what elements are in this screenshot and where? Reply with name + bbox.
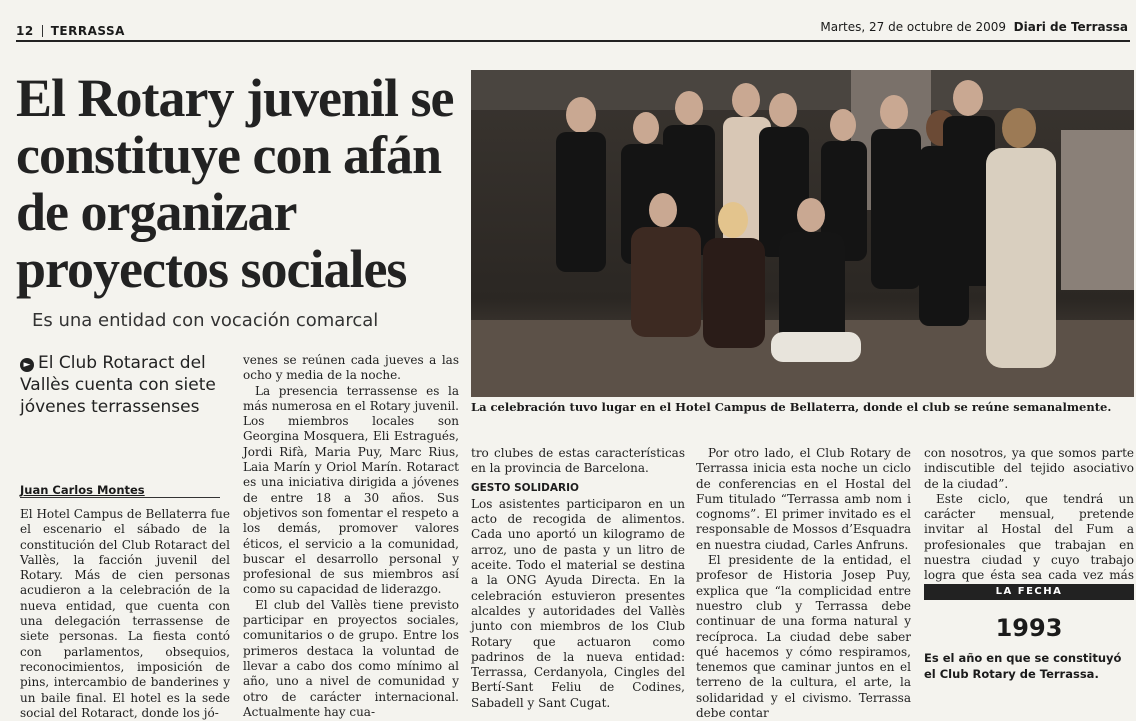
headline: El Rotary juvenil se constituye con afán de organizar proyectos sociales	[16, 68, 454, 299]
body-column-2	[243, 353, 459, 720]
group-photo	[471, 70, 1134, 397]
byline-rule	[20, 497, 220, 498]
issue-date: Martes, 27 de octubre de 2009	[820, 20, 1007, 34]
page-header-left	[16, 24, 125, 38]
header-separator	[42, 25, 43, 37]
article-summary	[20, 352, 220, 418]
fact-box-year: 1993	[995, 614, 1063, 642]
body-paragraph: Este ciclo, que tendrá un carácter mensual, pretende invitar al Hostal del Fum a profesionales que trabajan en nuestra ciudad y cuyo trabajo logra que ésta sea cada vez más	[924, 491, 1134, 583]
body-column-3	[471, 446, 685, 711]
body-paragraph: El Hotel Campus de Bellaterra fue el escenario el sábado de la constitución del Club Rotaract del Vallès, la facción juvenil del Rotary. Más de cien personas acudieron a la celebración de la nueva entidad, que cuenta con una delegación terrassense de siete personas. La fiesta contó con parlamentos, obsequios, reconocimientos, imposición de pins, intercambio de banderines y un baile final. El hotel es la sede social del Rotaract, donde los jó-	[20, 507, 230, 720]
author-byline: Juan Carlos Montes	[20, 483, 145, 497]
photo-caption: La celebración tuvo lugar en el Hotel Campus de Bellaterra, donde el club se reúne semanalmente.	[471, 400, 1112, 414]
body-paragraph: Los asistentes participaron en un acto de recogida de alimentos. Cada uno aportó un kilogramo de arroz, uno de pasta y un litro de aceite. Todo el material se destina a la ONG Ayuda Directa. En la celebración estuvieron presentes alcaldes y autoridades del Vallès junto con miembros de los Club Rotary que actuaron como padrinos de la nueva entidad: Terrassa, Cerdanyola, Cingles del Bertí-Sant Feliu de Codines, Sabadell y Sant Cugat.	[471, 496, 685, 710]
body-paragraph: Por otro lado, el Club Rotary de Terrassa inicia esta noche un ciclo de conferencias en el Hostal del Fum titulado “Terrassa amb nom i cognoms”. El primer invitado es el responsable de Mossos d’Esquadra en nuestra ciudad, Carles Anfruns.	[696, 446, 911, 552]
body-paragraph: El club del Vallès tiene previsto participar en proyectos sociales, comunitarios o de grupo. Entre los primeros destaca la voluntad de llevar a cabo dos como mínimo al año, uno a nivel de comunidad y otro de carácter internacional. Actualmente hay cua-	[243, 597, 459, 719]
body-column-1	[20, 507, 230, 721]
page-header-right	[820, 20, 1128, 34]
body-paragraph: La presencia terrassense es la más numerosa en el Rotary juvenil. Los miembros locales son Georgina Mosquera, Eli Estragués, Jordi Rifà, Maria Puy, Marc Rius, Laia Marín y Oriol Marín. Rotaract es una iniciativa dirigida a jóvenes de entre 18 a 30 años. Sus objetivos son fomentar el respeto a los demás, promover valores éticos, el servicio a la comunidad, buscar el desarrollo personal y profesional de sus miembros así como su capacidad de liderazgo.	[243, 383, 459, 597]
body-column-5	[924, 446, 1134, 599]
section-subheading: GESTO SOLIDARIO	[471, 481, 579, 494]
newspaper-name: Diari de Terrassa	[1013, 20, 1128, 34]
body-paragraph: con nosotros, ya que somos parte indiscutible del tejido asociativo de la ciudad”.	[924, 446, 1134, 491]
group-photo-illustration	[471, 70, 1134, 397]
fact-box-text: Es el año en que se constituyó el Club Rotary de Terrassa.	[924, 651, 1122, 681]
header-rule	[16, 40, 1130, 42]
page-number: 12	[16, 24, 34, 38]
body-column-4	[696, 446, 911, 721]
circle-arrow-right-icon: ►	[20, 358, 34, 372]
summary-text: El Club Rotaract del Vallès cuenta con siete jóvenes terrassenses	[20, 353, 216, 417]
body-paragraph: venes se reúnen cada jueves a las ocho y media de la noche.	[243, 353, 459, 383]
fact-box-label: LA FECHA	[924, 584, 1134, 600]
body-paragraph: El presidente de la entidad, el profesor de Historia Josep Puy, explica que “la complicidad entre nuestro club y Terrassa debe continuar de una forma natural y recíproca. La ciudad debe saber qué hacemos y cómo respiramos, tenemos que caminar juntos en el terreno de la cultura, el arte, la solidaridad y el civismo. Terrassa debe contar	[696, 553, 911, 721]
section-name: TERRASSA	[50, 24, 125, 38]
subheadline: Es una entidad con vocación comarcal	[32, 310, 379, 331]
body-paragraph: tro clubes de estas características en la provincia de Barcelona.	[471, 446, 685, 476]
